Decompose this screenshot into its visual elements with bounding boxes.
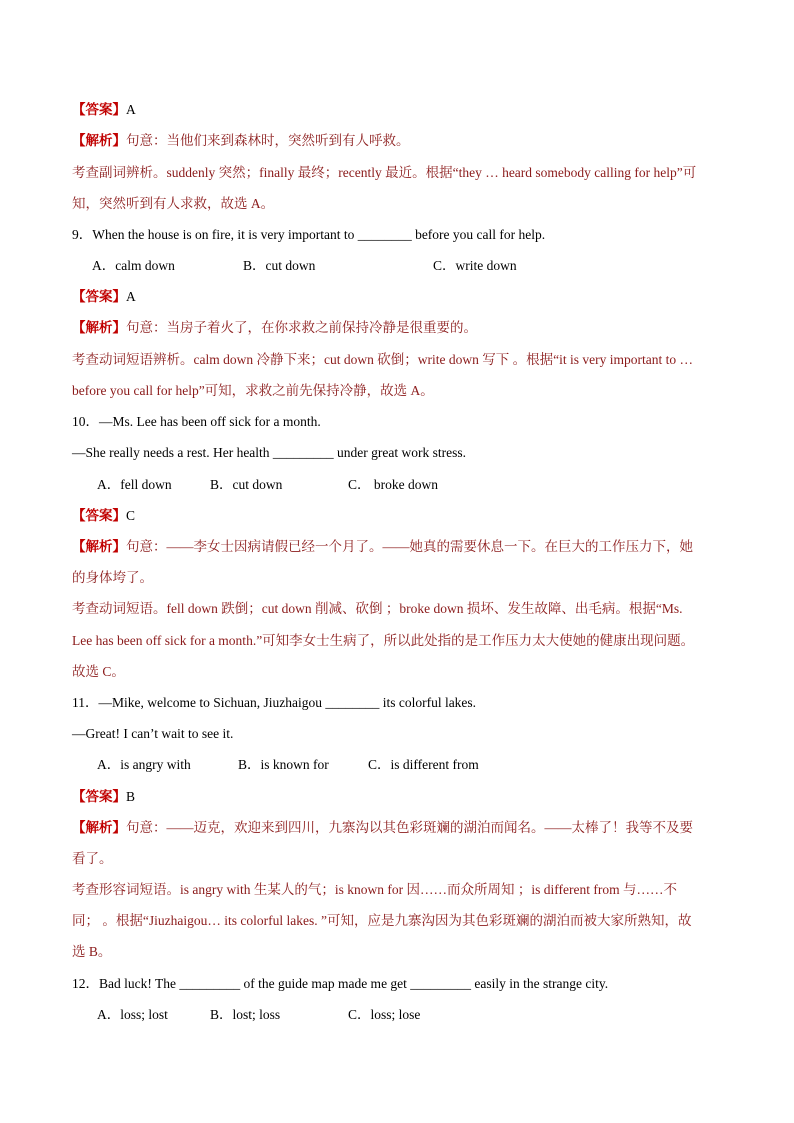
option-c: C．is different from [368,757,479,772]
explanation-line: 知，突然听到有人求救，故选 A。 [72,196,275,211]
explanation-line: 看了。 [72,851,113,866]
option-c: C．write down [433,258,517,273]
option-c: C．loss; lose [348,1007,421,1022]
answer-line: 【答案】A [72,102,136,117]
option-b: B．is known for [238,757,329,772]
analysis-line: 【解析】句意：——李女士因病请假已经一个月了。——她真的需要休息一下。在巨大的工作压力下，她 [72,539,693,554]
option-a: A．loss; lost [97,1007,168,1022]
option-a: A．fell down [97,477,172,492]
option-a: A．calm down [92,258,175,273]
explanation-line: 的身体垮了。 [72,570,153,585]
answer-line: 【答案】B [72,789,136,804]
option-a: A．is angry with [97,757,191,772]
explanation-line: 选 B。 [72,944,112,959]
question-9: 9．When the house is on fire, it is very important to ________ before you call for help. [72,227,546,242]
explanation-line: 考查形容词短语。is angry with 生某人的气；is known for 因……而众所周知 ；is different from 与……不 [72,882,677,897]
option-b: B．cut down [243,258,316,273]
option-b: B．lost; loss [210,1007,281,1022]
question-12: 12．Bad luck! The _________ of the guide map made me get _________ easily in the strange city. [72,976,609,991]
explanation-line: before you call for help”可知，求救之前先保持冷静，故选 A。 [72,383,434,398]
analysis-line: 【解析】句意：当房子着火了，在你求救之前保持冷静是很重要的。 [72,320,477,335]
explanation-line: 同； 。根据“Jiuzhaigou… its colorful lakes. ”可知，应是九寨沟因为其色彩斑斓的湖泊而被大家所熟知，故 [72,913,692,928]
explanation-line: 考查动词短语辨析。calm down 冷静下来；cut down 砍倒；write down 写下 。根据“it is very important to … [72,352,693,367]
explanation-line: Lee has been off sick for a month.”可知李女士生病了，所以此处指的是工作压力太大使她的健康出现问题。 [72,633,695,648]
question-10: 10．—Ms. Lee has been off sick for a month. [72,414,321,429]
answer-line: 【答案】C [72,508,136,523]
question-11: 11．—Mike, welcome to Sichuan, Jiuzhaigou ________ its colorful lakes. [72,695,477,710]
option-b: B．cut down [210,477,283,492]
analysis-line: 【解析】句意：——迈克，欢迎来到四川，九寨沟以其色彩斑斓的湖泊而闻名。——太棒了！我等不及要 [72,820,693,835]
analysis-line: 【解析】句意：当他们来到森林时，突然听到有人呼救。 [72,133,410,148]
answer-line: 【答案】A [72,289,136,304]
explanation-line: 考查副词辨析。suddenly 突然；finally 最终；recently 最近。根据“they … heard somebody calling for help”可 [72,165,697,180]
option-c: C． broke down [348,477,438,492]
question-10-response: —She really needs a rest. Her health _________ under great work stress. [72,445,467,460]
explanation-line: 考查动词短语。fell down 跌倒；cut down 削减、砍倒 ；broke down 损坏、发生故障、出毛病。根据“Ms. [72,601,683,616]
explanation-line: 故选 C。 [72,664,125,679]
question-11-response: —Great! I can’t wait to see it. [72,726,234,741]
